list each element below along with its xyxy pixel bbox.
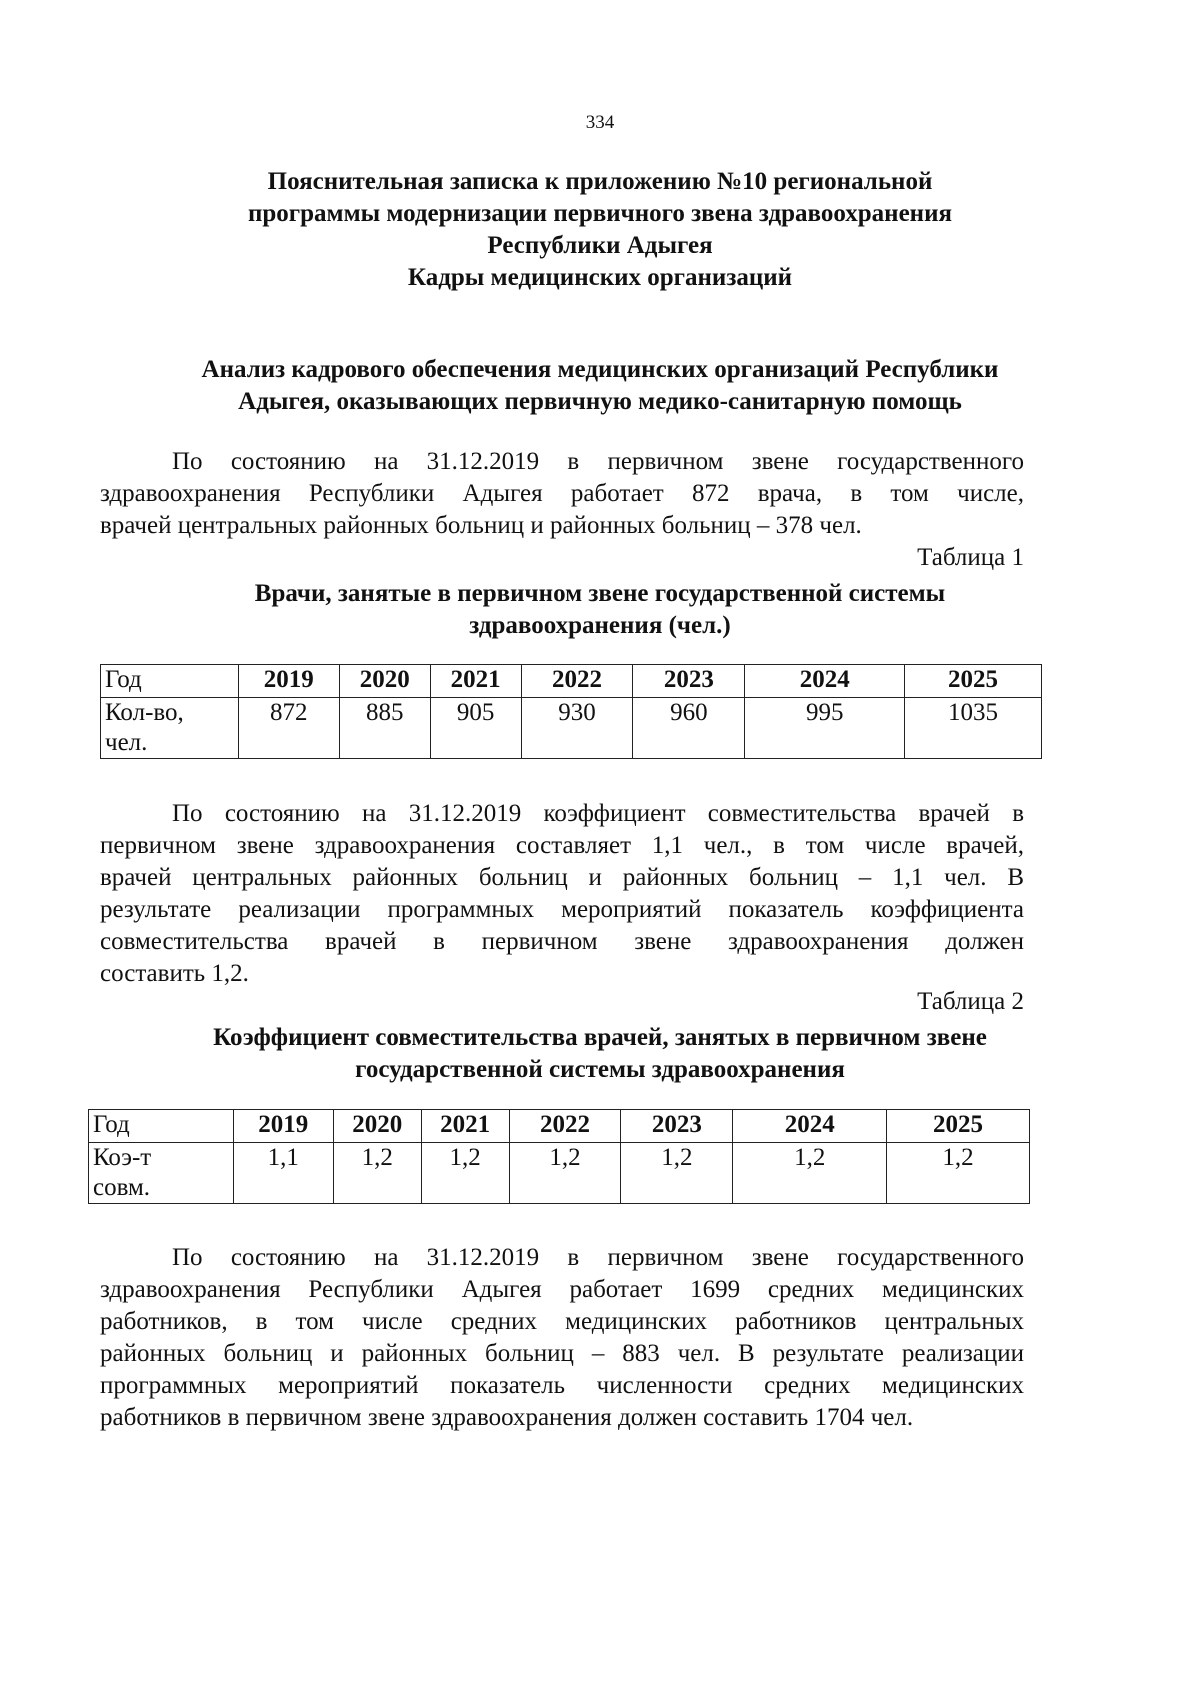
- paragraph-line: составить 1,2.: [100, 960, 249, 987]
- title-line: Кадры медицинских организаций: [407, 264, 793, 291]
- paragraph-line: результате реализации программных мероприятий показатель коэффициента: [100, 896, 1024, 923]
- table2-row-label: [89, 1143, 234, 1204]
- table2-value-cell: 1,2: [733, 1143, 887, 1204]
- table1-value-cell: 995: [745, 698, 905, 759]
- table2-header-cell: 2023: [621, 1110, 733, 1143]
- table2-title-line: Коэффициент совместительства врачей, занятых в первичном звене: [213, 1024, 987, 1051]
- table2-header-cell: 2020: [333, 1110, 421, 1143]
- paragraph-line: здравоохранения Республики Адыгея работает 1699 средних медицинских: [100, 1276, 1024, 1303]
- table2-value-cell: 1,2: [509, 1143, 621, 1204]
- paragraph-line: работников в первичном звене здравоохранения должен составить 1704 чел.: [100, 1404, 914, 1431]
- table1-row-label: [101, 698, 239, 759]
- table2-value-cell: 1,2: [887, 1143, 1030, 1204]
- table1-header-cell: 2020: [339, 665, 430, 698]
- title-line: Пояснительная записка к приложению №10 региональной: [267, 168, 933, 195]
- heading-line: Анализ кадрового обеспечения медицинских организаций Республики: [201, 356, 999, 383]
- table2-data-row: [89, 1143, 1030, 1204]
- table1-header-cell: 2025: [905, 665, 1042, 698]
- table1-header-cell: 2024: [745, 665, 905, 698]
- table1-row-label-line: чел.: [105, 729, 148, 756]
- table1-title-line: здравоохранения (чел.): [469, 612, 731, 639]
- table2-title-line: государственной системы здравоохранения: [355, 1056, 845, 1083]
- paragraph-line: По состоянию на 31.12.2019 в первичном звене государственного: [172, 448, 1024, 475]
- table1-value-cell: 930: [521, 698, 633, 759]
- paragraph-line: районных больниц и районных больниц – 883 чел. В результате реализации: [100, 1340, 1024, 1367]
- heading-line: Адыгея, оказывающих первичную медико-санитарную помощь: [238, 388, 962, 415]
- table1-header-cell: 2022: [521, 665, 633, 698]
- table1-value-cell: 905: [430, 698, 521, 759]
- table2-value-cell: 1,2: [421, 1143, 509, 1204]
- table1-row-label-line: Кол-во,: [105, 699, 184, 726]
- document-title: [100, 166, 1100, 294]
- table2-row-label-line: Коэ-т: [93, 1144, 152, 1171]
- table1-header-row: [101, 665, 1042, 698]
- table1-title-line: Врачи, занятые в первичном звене государственной системы: [254, 580, 946, 607]
- table2-value-cell: 1,1: [233, 1143, 333, 1204]
- table1-value-cell: 885: [339, 698, 430, 759]
- title-line: Республики Адыгея: [487, 232, 713, 259]
- paragraph-line: врачей центральных районных больниц и районных больниц – 1,1 чел. В: [100, 864, 1024, 891]
- paragraph-line: работников, в том числе средних медицинских работников центральных: [100, 1308, 1024, 1335]
- table1-data-row: [101, 698, 1042, 759]
- table1-header-cell: 2019: [238, 665, 339, 698]
- title-line: программы модернизации первичного звена здравоохранения: [247, 200, 953, 227]
- table1-title: [100, 578, 1100, 642]
- table2-title: [100, 1022, 1100, 1086]
- page-number: 334: [585, 112, 615, 133]
- table2-header-cell: 2025: [887, 1110, 1030, 1143]
- table2-coefficient: [88, 1109, 1030, 1204]
- table2-header-cell: Год: [89, 1110, 234, 1143]
- paragraph-physicians: [100, 446, 1024, 542]
- table2-value-cell: 1,2: [333, 1143, 421, 1204]
- table2-header-cell: 2022: [509, 1110, 621, 1143]
- paragraph-line: совместительства врачей в первичном звене здравоохранения должен: [100, 928, 1024, 955]
- paragraph-line: По состоянию на 31.12.2019 в первичном звене государственного: [172, 1244, 1024, 1271]
- paragraph-line: врачей центральных районных больниц и районных больниц – 378 чел.: [100, 512, 862, 539]
- table1-value-cell: 1035: [905, 698, 1042, 759]
- table1-value-cell: 960: [633, 698, 745, 759]
- table2-header-row: [89, 1110, 1030, 1143]
- paragraph-line: По состоянию на 31.12.2019 коэффициент совместительства врачей в: [172, 800, 1024, 827]
- table2-row-label-line: совм.: [93, 1174, 151, 1201]
- table2-header-cell: 2021: [421, 1110, 509, 1143]
- table1-header-cell: 2021: [430, 665, 521, 698]
- paragraph-coefficient: [100, 798, 1024, 990]
- table1-label: Таблица 1: [917, 544, 1024, 571]
- paragraph-nurses: [100, 1242, 1024, 1434]
- table2-header-cell: 2024: [733, 1110, 887, 1143]
- table2-label: Таблица 2: [917, 988, 1024, 1015]
- table2-value-cell: 1,2: [621, 1143, 733, 1204]
- table1-physicians: [100, 664, 1042, 759]
- table2-header-cell: 2019: [233, 1110, 333, 1143]
- paragraph-line: первичном звене здравоохранения составляет 1,1 чел., в том числе врачей,: [100, 832, 1024, 859]
- table1-value-cell: 872: [238, 698, 339, 759]
- table1-header-cell: Год: [101, 665, 239, 698]
- section-heading: [100, 354, 1100, 418]
- table1-header-cell: 2023: [633, 665, 745, 698]
- paragraph-line: здравоохранения Республики Адыгея работает 872 врача, в том числе,: [100, 480, 1024, 507]
- paragraph-line: программных мероприятий показатель численности средних медицинских: [100, 1372, 1024, 1399]
